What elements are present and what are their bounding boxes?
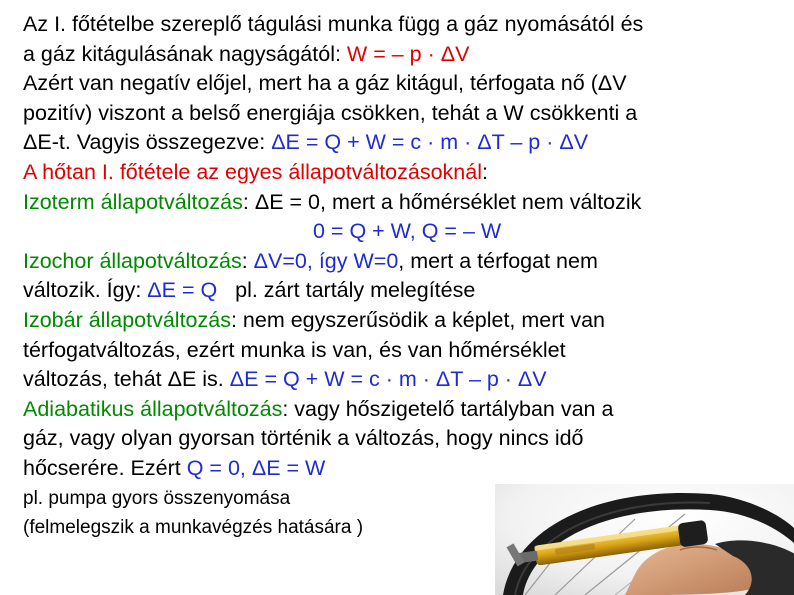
process-name-adiabatic: Adiabatikus állapotváltozás	[23, 396, 283, 421]
formula-isochoric-result: ΔE = Q	[147, 278, 218, 303]
formula-isobaric: ΔE = Q + W = c · m · ΔT – p · ΔV	[229, 367, 547, 392]
text-line	[23, 424, 783, 454]
formula-isochoric: ΔV=0, így W=0	[253, 248, 399, 273]
section-heading: A hőtan I. főtétele az egyes állapotváltozásoknál	[23, 159, 482, 184]
text-line	[23, 395, 783, 425]
text-segment: Az I. főtételbe szereplő tágulási munka függ a gáz nyomásától és	[23, 12, 644, 36]
formula-isothermal: 0 = Q + W, Q = – W	[313, 219, 502, 244]
text-line	[23, 454, 783, 484]
text-segment: (felmelegszik a munkavégzés hatására )	[23, 516, 364, 538]
text-line	[23, 217, 783, 247]
text-segment: ΔE-t. Vagyis összegezve:	[23, 130, 272, 155]
text-segment: pozitív) viszont a belső energiája csökken, tehát a W csökkenti a	[23, 100, 638, 125]
text-line	[23, 128, 783, 158]
text-line	[23, 365, 783, 395]
text-segment: , mert a térfogat nem	[398, 248, 598, 273]
process-name-isothermal: Izoterm állapotváltozás	[23, 189, 243, 214]
text-segment: Azért van negatív előjel, mert ha a gáz kitágul, térfogata nő (ΔV	[23, 71, 627, 96]
text-line	[23, 40, 783, 70]
text-segment: térfogatváltozás, ezért munka is van, és van hőmérséklet	[23, 337, 566, 362]
text-line	[23, 158, 783, 188]
text-line	[23, 276, 783, 306]
process-name-isobaric: Izobár állapotváltozás	[23, 307, 231, 332]
text-line	[23, 336, 783, 366]
text-segment: változik. Így:	[23, 278, 148, 303]
text-line	[23, 306, 783, 336]
text-segment: : vagy hőszigetelő tartályban van a	[282, 396, 614, 421]
formula-work: W = – p · ΔV	[346, 41, 470, 66]
text-line	[23, 247, 783, 277]
text-segment: a gáz kitágulásának nagyságától:	[23, 41, 347, 66]
text-segment: :	[241, 248, 254, 273]
text-line	[23, 99, 783, 129]
text-line	[23, 69, 783, 99]
text-segment: : ΔE = 0, mert a hőmérséklet nem változik	[242, 189, 642, 214]
text-segment: pl. pumpa gyors összenyomása	[23, 487, 291, 509]
text-line	[23, 188, 783, 218]
process-name-isochoric: Izochor állapotváltozás	[23, 248, 242, 273]
text-segment: gáz, vagy olyan gyorsan történik a változás, hogy nincs idő	[23, 426, 584, 451]
text-segment: hőcserére. Ezért	[23, 455, 187, 480]
text-line	[23, 10, 783, 40]
text-segment: :	[481, 159, 488, 184]
text-segment: pl. zárt tartály melegítése	[217, 278, 476, 303]
text-segment: : nem egyszerűsödik a képlet, mert van	[230, 307, 606, 332]
formula-adiabatic: Q = 0, ΔE = W	[186, 455, 326, 480]
slide-text-body	[23, 10, 783, 542]
bicycle-pump-photo	[495, 484, 794, 595]
bicycle-pump-illustration	[495, 484, 794, 595]
formula-first-law: ΔE = Q + W = c · m · ΔT – p · ΔV	[271, 130, 589, 155]
text-segment: változás, tehát ΔE is.	[23, 367, 230, 392]
